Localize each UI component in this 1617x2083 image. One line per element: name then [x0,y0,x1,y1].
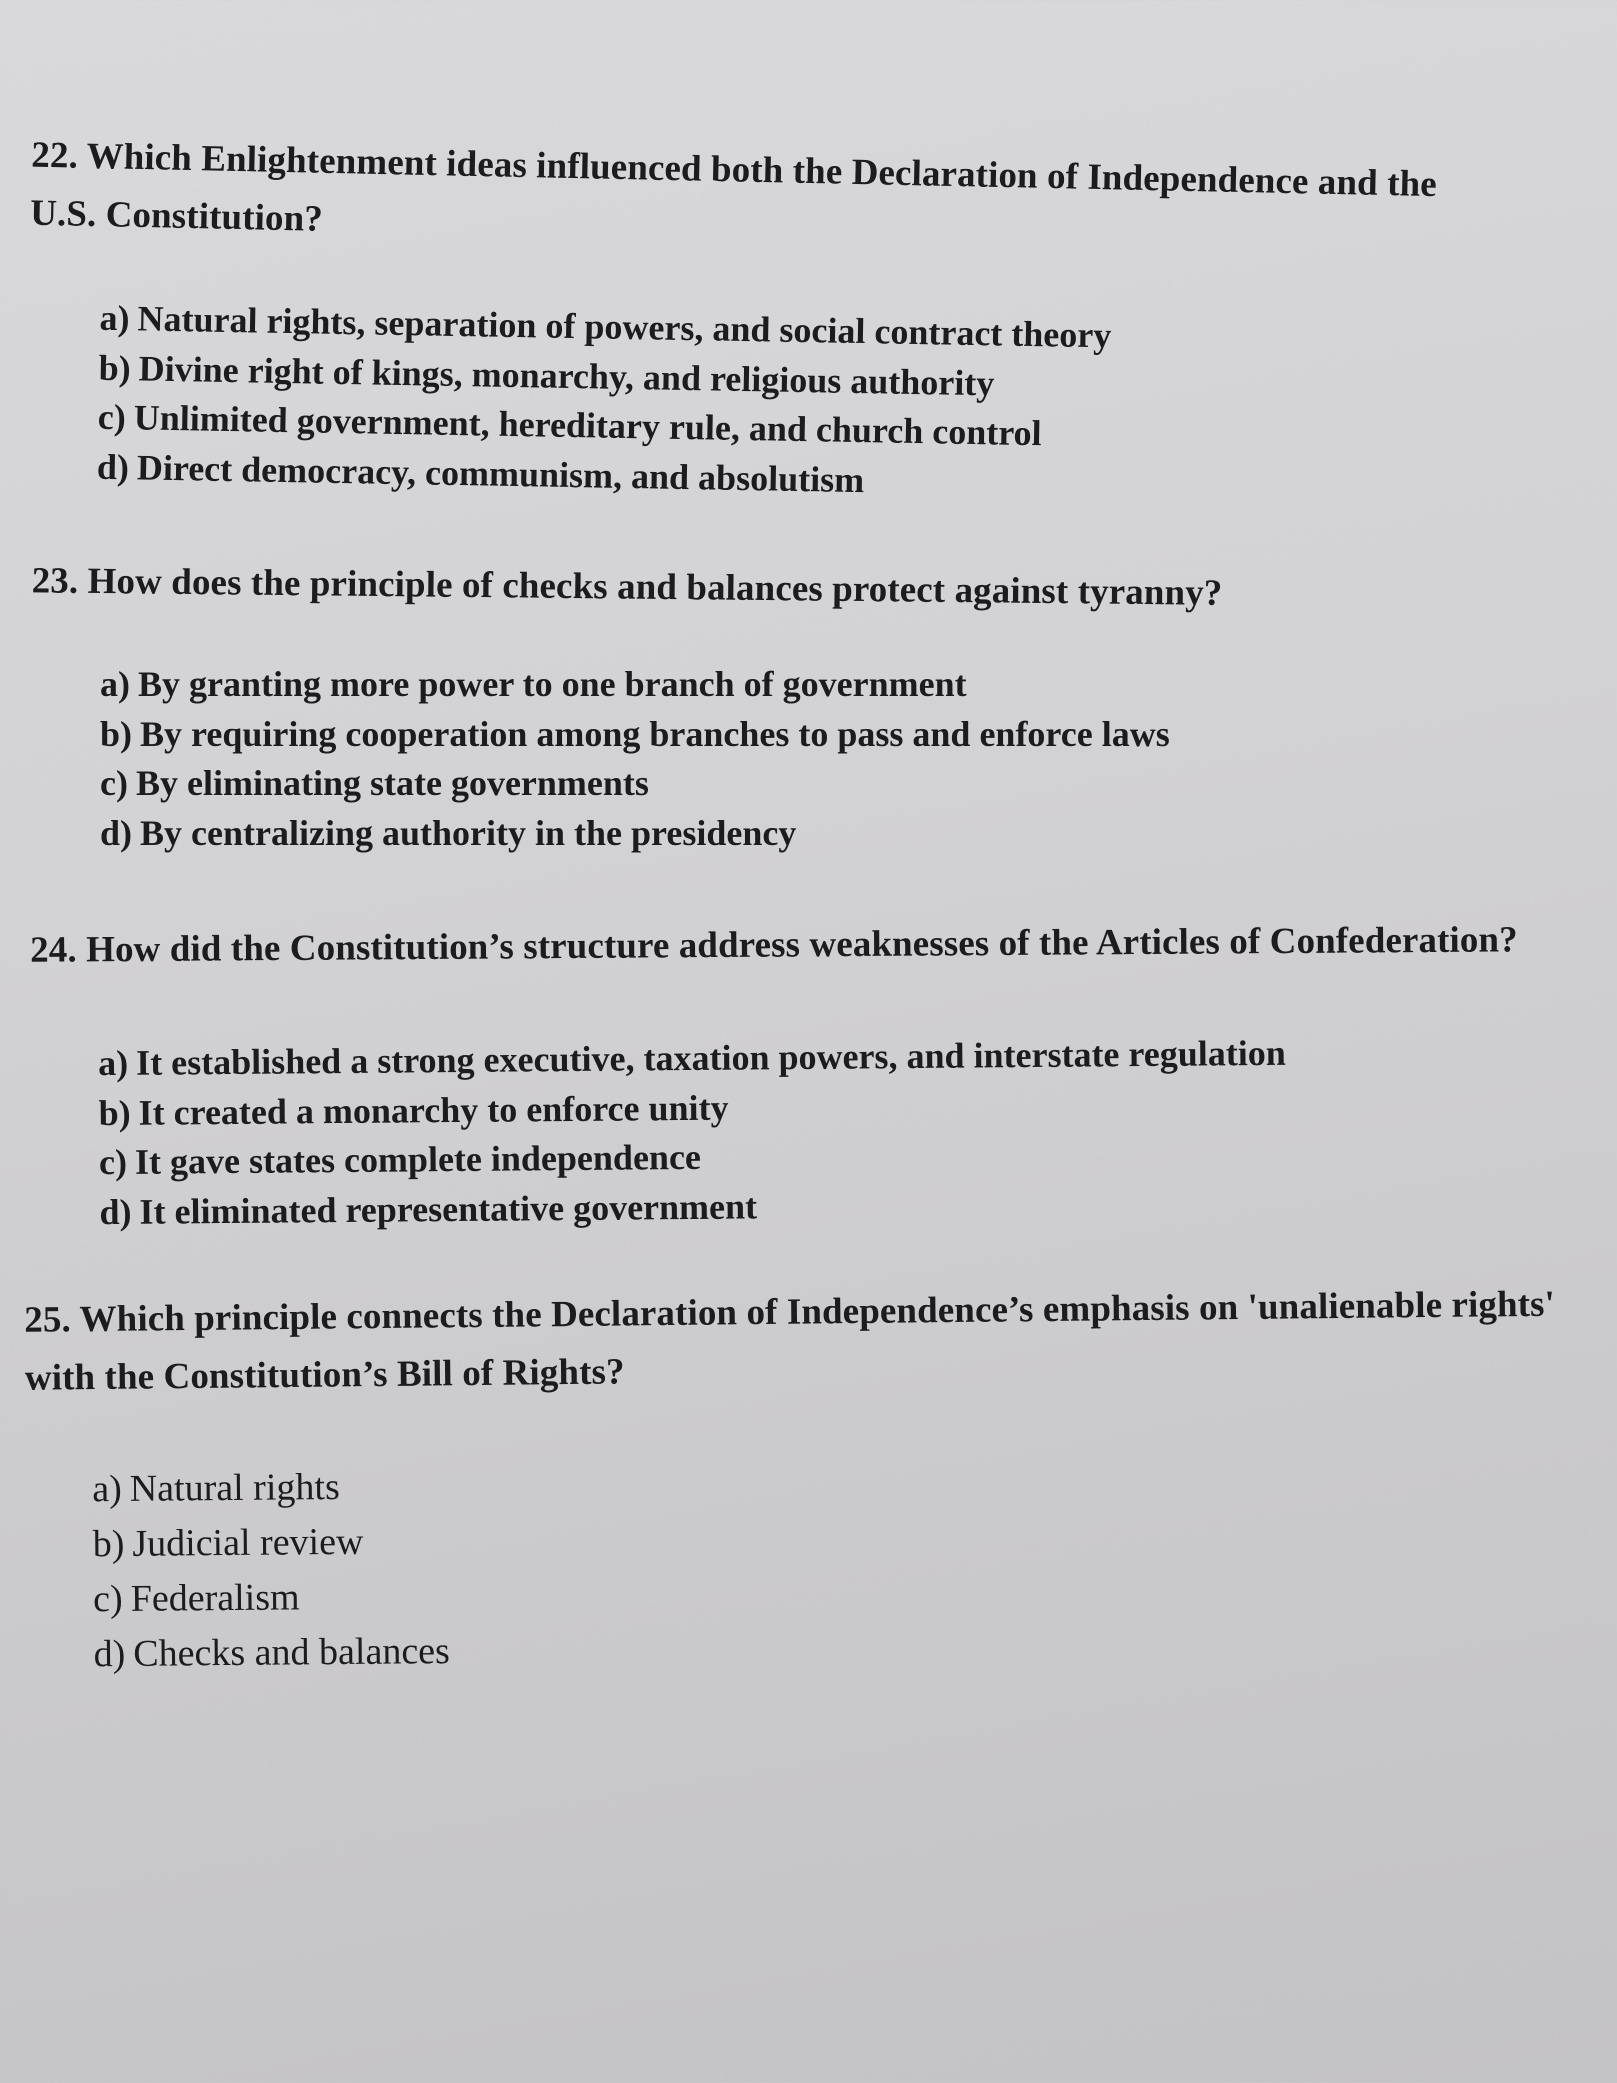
option-text: Direct democracy, communism, and absolutism [136,446,865,500]
question-23-option-c[interactable] [100,759,1617,809]
option-letter: b) [100,713,133,754]
option-letter: a) [100,664,130,704]
question-24-number: 24. [30,929,77,971]
question-22-text [0,126,1452,272]
option-text: It eliminated representative government [139,1185,758,1232]
option-letter: b) [98,347,132,388]
option-letter: a) [92,1467,122,1511]
question-23-text [0,552,1617,627]
option-text: Divine right of kings, monarchy, and religious authority [138,347,995,403]
option-letter: c) [97,396,127,438]
option-text: By granting more power to one branch of government [138,664,967,704]
option-text: Natural rights, separation of powers, and social contract theory [137,298,1112,356]
option-text: It gave states complete independence [134,1136,702,1182]
question-23-prompt: How does the principle of checks and balances protect against tyranny? [87,560,1223,614]
option-letter: a) [99,297,130,339]
option-text: By centralizing authority in the presidency [140,812,797,853]
question-22-prompt: Which Enlightenment ideas influenced both the Declaration of Independence and the U.S. Constitution? [29,135,1438,240]
option-letter: d) [99,1191,132,1232]
option-letter: b) [92,1522,125,1566]
question-23-option-a[interactable] [100,660,1617,710]
question-22-number: 22. [30,134,79,177]
question-25 [0,1283,1617,1683]
question-25-number: 25. [24,1299,72,1341]
option-letter: d) [96,446,130,487]
question-23-options [0,660,1617,858]
question-24-text [0,911,1617,980]
option-text: Judicial review [132,1520,364,1565]
question-24-options [0,1026,1617,1238]
option-letter: c) [100,763,128,803]
question-23-number: 23. [31,560,79,602]
option-text: Federalism [130,1576,300,1620]
option-letter: c) [98,1141,128,1183]
question-22 [0,126,1617,500]
option-text: It established a strong executive, taxation powers, and interstate regulation [136,1032,1286,1083]
question-23-option-d[interactable] [100,809,1617,859]
question-24 [0,919,1617,1238]
option-letter: b) [98,1092,131,1133]
question-24-prompt: How did the Constitution’s structure address weaknesses of the Articles of Confederation? [85,919,1518,971]
option-letter: d) [93,1632,126,1676]
question-22-options [0,292,1617,518]
option-text: It created a monarchy to enforce unity [138,1087,729,1133]
option-letter: a) [98,1042,129,1084]
question-23-option-b[interactable] [100,710,1617,760]
option-letter: c) [93,1577,123,1621]
option-text: Unlimited government, hereditary rule, and church control [133,397,1042,454]
option-text: Checks and balances [133,1630,451,1675]
question-23 [0,552,1617,858]
option-text: By eliminating state governments [135,763,649,803]
option-text: By requiring cooperation among branches to pass and enforce laws [140,713,1170,754]
question-25-prompt: Which principle connects the Declaration of Independence’s emphasis on 'unalienable rights' with the Constitution’s Bill of Rights? [24,1283,1556,1399]
question-25-text [0,1275,1615,1408]
option-text: Natural rights [129,1466,340,1510]
question-25-options [0,1449,1617,1683]
option-letter: d) [100,812,133,853]
